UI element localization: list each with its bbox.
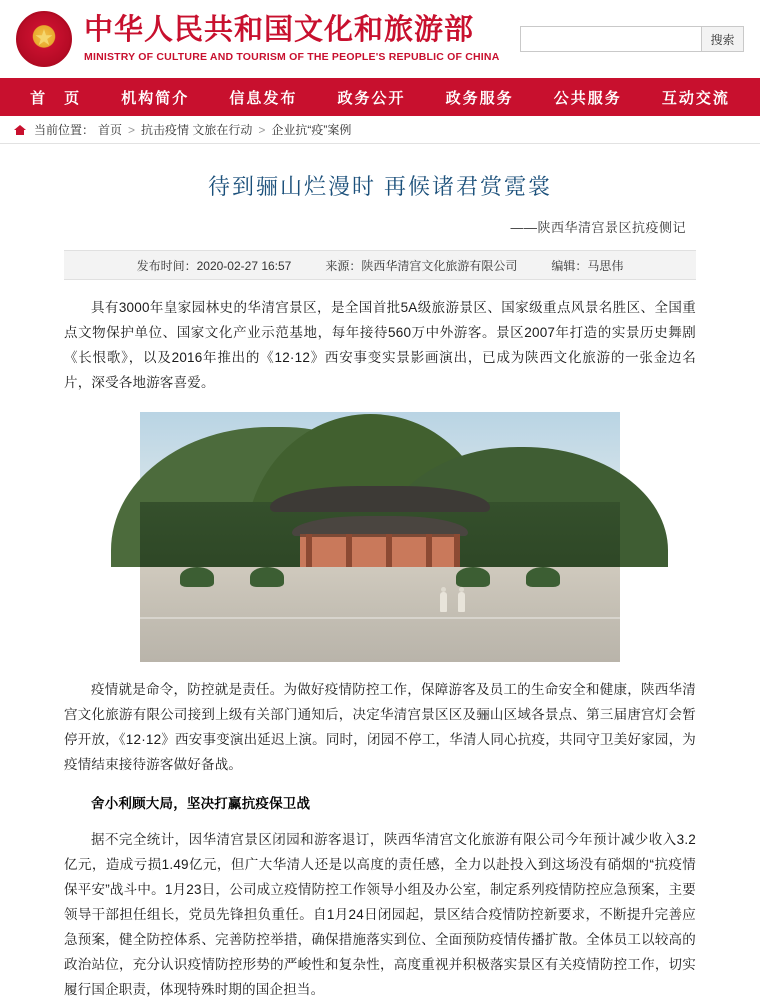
nav-item-gov-openness[interactable]: 政务公开 <box>337 89 406 107</box>
home-icon <box>14 124 26 136</box>
page-title: 待到骊山烂漫时 再候诸君赏霓裳 <box>207 174 553 199</box>
nav-item-gov-services[interactable]: 政务服务 <box>445 89 514 107</box>
photo-bush <box>456 567 490 587</box>
main-navigation <box>0 78 760 116</box>
photo-temple <box>270 486 490 572</box>
nav-item-interaction[interactable]: 互动交流 <box>661 89 730 107</box>
photo-person <box>440 592 447 612</box>
photo-bush <box>526 567 560 587</box>
search-button[interactable]: 搜索 <box>702 26 744 52</box>
article-paragraph: 具有3000年皇家园林史的华清宫景区，是全国首批5A级旅游景区、国家级重点风景名胜区、全国重点文物保护单位、国家文化产业示范基地，每年接待560万中外游客。景区2007年打造的实景历史舞剧《长恨歌》，以及2016年推出的《12·12》西安事变实景影画演出，已成为陕西文化旅游的一张金边名片，深受各地游客喜爱。 <box>64 300 696 390</box>
article-paragraph: 据不完全统计，因华清宫景区闭园和游客退订，陕西华清宫文化旅游有限公司今年预计减少收入3.2亿元，造成亏损1.49亿元，但广大华清人还是以高度的责任感，全力以赴投入到这场没有硝烟的“抗疫情保平安”战斗中。1月23日，公司成立疫情防控工作领导小组及办公室，制定系列疫情防控应急预案，主要领导干部担任组长，党员先锋担负重任。自1月24日闭园起，景区结合疫情防控新要求，不断提升完善应急预案，健全防控体系、完善防控举措，确保措施落实到位、全面预防疫情传播扩散。全体员工以较高的政治站位，充分认识疫情防控形势的严峻性和复杂性，高度重视并积极落实景区有关疫情防控工作，切实履行国企职责，体现特殊时期的国企担当。 <box>64 831 696 997</box>
article-subtitle: ——陕西华清宫景区抗疫侧记 <box>510 220 686 235</box>
breadcrumb-label: 当前位置： <box>34 123 95 137</box>
breadcrumb-item-cases[interactable]: 企业抗“疫”案例 <box>271 123 352 137</box>
breadcrumb <box>0 116 760 144</box>
nav-item-org-intro[interactable]: 机构简介 <box>121 89 190 107</box>
site-title-en: MINISTRY OF CULTURE AND TOURISM OF THE PEOPLE'S REPUBLIC OF CHINA <box>84 51 500 64</box>
article-photo-wrap <box>64 412 696 662</box>
article-subheading: 舍小利顾大局，坚决打赢抗疫保卫战 <box>91 795 311 811</box>
article-paragraph: 疫情就是命令，防控就是责任。为做好疫情防控工作，保障游客及员工的生命安全和健康，陕西华清宫文化旅游有限公司接到上级有关部门通知后，决定华清宫景区区及骊山区域各景点、第三届唐宫灯会暂停开放，《12·12》西安事变演出延迟上演。同时，闭园不停工，华清人同心抗疫，共同守卫美好家园，为疫情结束接待游客做好备战。 <box>64 681 696 772</box>
site-title-block <box>84 15 499 64</box>
nav-item-public-services[interactable]: 公共服务 <box>553 89 622 107</box>
photo-temple-roof-upper <box>270 486 490 512</box>
breadcrumb-separator: > <box>128 122 136 137</box>
publish-time: 发布时间：2020-02-27 16:57 <box>136 258 292 273</box>
site-header <box>0 0 760 78</box>
search-input[interactable] <box>520 26 702 52</box>
nav-item-home[interactable]: 首 页 <box>30 89 82 107</box>
photo-bush <box>180 567 214 587</box>
article-editor: 编辑：马思伟 <box>551 258 624 273</box>
photo-bush <box>250 567 284 587</box>
breadcrumb-item-campaign[interactable]: 抗击疫情 文旅在行动 <box>141 123 253 137</box>
breadcrumb-separator: > <box>258 122 266 137</box>
photo-plaza-line <box>140 617 620 619</box>
photo-person <box>458 592 465 612</box>
nav-item-info-release[interactable]: 信息发布 <box>229 89 298 107</box>
breadcrumb-item-home[interactable]: 首页 <box>98 123 123 137</box>
article-source: 来源：陕西华清宫文化旅游有限公司 <box>325 258 518 273</box>
article-meta-bar <box>64 250 696 280</box>
site-title-cn: 中华人民共和国文化和旅游部 <box>84 13 475 46</box>
national-emblem-icon <box>16 11 72 67</box>
search-area <box>520 26 744 52</box>
article-container <box>0 144 760 1003</box>
article-photo <box>140 412 620 662</box>
photo-temple-roof-lower <box>292 516 468 536</box>
